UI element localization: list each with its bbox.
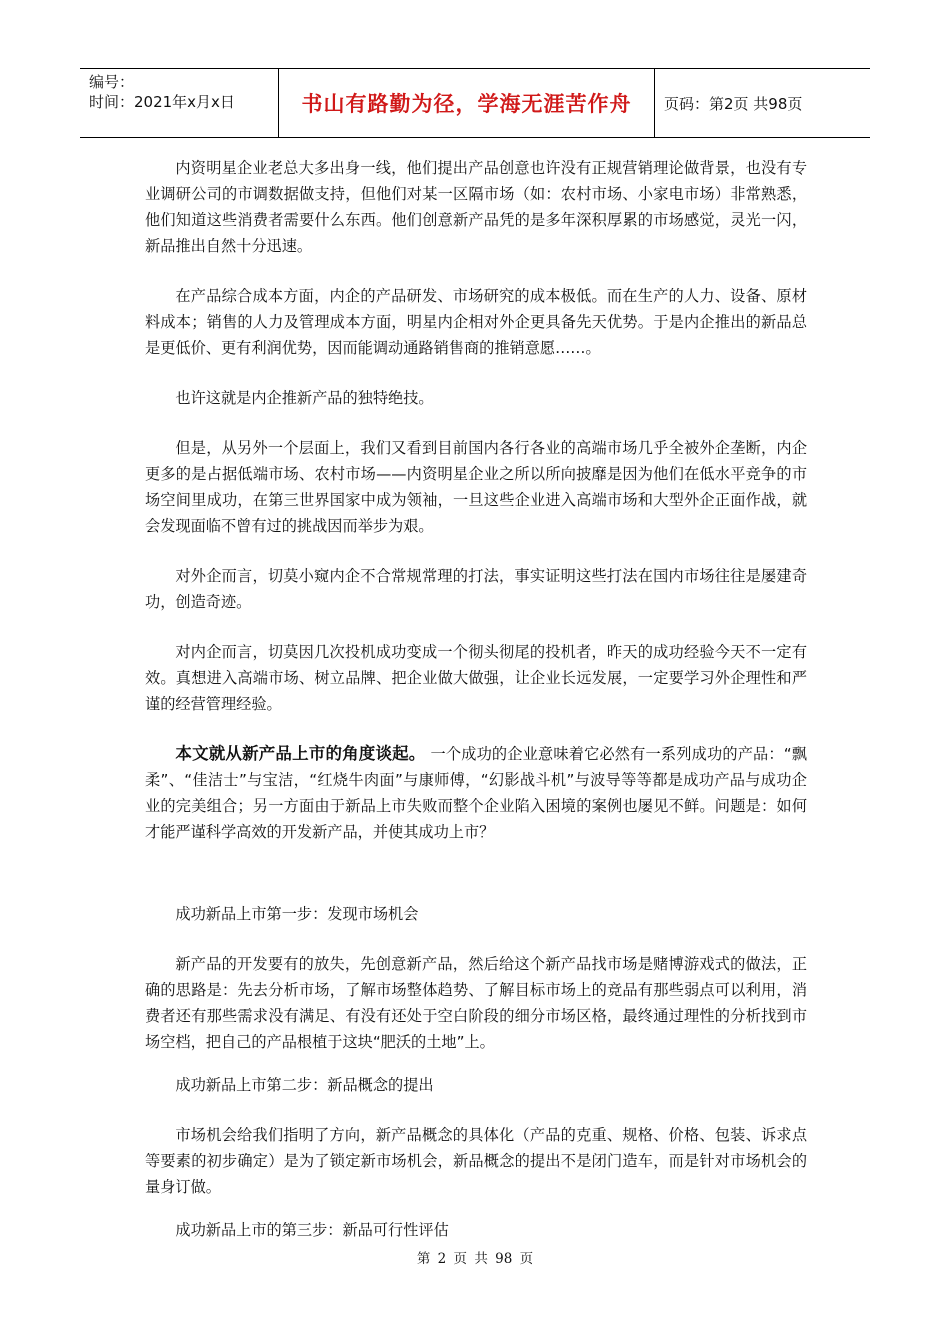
section-body: 新产品的开发要有的放失，先创意新产品，然后给这个新产品找市场是赌博游戏式的做法，正确的思路是：先去分析市场，了解市场整体趋势、了解目标市场上的竞品有那些弱点可以利用，消费者还有那些需求没有满足、有没有还处于空白阶段的细分市场区格，最终通过理性的分析找到市场空档，把自己的产品根植于这块“肥沃的土地”上。: [145, 955, 807, 1051]
document-body: [145, 155, 807, 1267]
page-label: 页码：第2页 共98页: [664, 94, 803, 113]
page-header: [80, 68, 870, 138]
section-heading: 成功新品上市第一步：发现市场机会: [175, 905, 419, 923]
paragraph: 但是，从另外一个层面上，我们又看到目前国内各行各业的高端市场几乎全被外企垄断，内企更多的是占据低端市场、农村市场——内资明星企业之所以所向披靡是因为他们在低水平竞争的市场空间里成功，在第三世界国家中成为领袖，一旦这些企业进入高端市场和大型外企正面作战，就会发现面临不曾有过的挑战因而举步为艰。: [145, 439, 807, 535]
page-footer: 第 2 页 共 98 页: [416, 1251, 534, 1267]
paragraph: 对外企而言，切莫小窥内企不合常规常理的打法，事实证明这些打法在国内市场往往是屡建奇功，创造奇迹。: [145, 567, 807, 611]
section-heading: 成功新品上市第二步：新品概念的提出: [175, 1076, 434, 1094]
paragraph: 也许这就是内企推新产品的独特绝技。: [175, 389, 434, 407]
paragraph: 对内企而言，切莫因几次投机成功变成一个彻头彻尾的投机者，昨天的成功经验今天不一定有效。真想进入高端市场、树立品牌、把企业做大做强，让企业长远发展，一定要学习外企理性和严谨的经营管理经验。: [145, 643, 807, 713]
header-page-cell: [655, 69, 870, 137]
section-body: 市场机会给我们指明了方向，新产品概念的具体化（产品的克重、规格、价格、包装、诉求点等要素的初步确定）是为了锁定新市场机会，新品概念的提出不是闭门造车，而是针对市场机会的量身订做。: [145, 1126, 807, 1196]
header-motto-cell: [279, 69, 655, 137]
intro-paragraph: [145, 741, 807, 845]
intro-rest: 一个成功的企业意味着它必然有一系列成功的产品：“飘柔”、“佳洁士”与宝洁，“红烧牛肉面”与康师傅，“幻影战斗机”与波导等等都是成功产品与成功企业的完美组合；另一方面由于新品上市失败而整个企业陷入困境的案例也屡见不鲜。问题是：如何才能严谨科学高效的开发新产品，并使其成功上市？: [145, 745, 807, 841]
motto: 书山有路勤为径，学海无涯苦作舟: [301, 92, 632, 116]
header-meta: [80, 69, 279, 137]
paragraph: 内资明星企业老总大多出身一线，他们提出产品创意也许没有正规营销理论做背景，也没有专业调研公司的市调数据做支持，但他们对某一区隔市场（如：农村市场、小家电市场）非常熟悉，他们知道这些消费者需要什么东西。他们创意新产品凭的是多年深积厚累的市场感觉，灵光一闪，新品推出自然十分迅速。: [145, 159, 807, 255]
intro-lead: 本文就从新产品上市的角度谈起。: [175, 744, 426, 763]
serial-label: 编号：: [89, 73, 135, 91]
section-heading: 成功新品上市的第三步：新品可行性评估: [175, 1221, 449, 1239]
spacer: [145, 869, 807, 901]
paragraph: 在产品综合成本方面，内企的产品研发、市场研究的成本极低。而在生产的人力、设备、原材料成本；销售的人力及管理成本方面，明星内企相对外企更具备先天优势。于是内企推出的新品总是更低价、更有利润优势，因而能调动通路销售商的推销意愿……。: [145, 287, 807, 357]
time-label: 时间：2021年x月x日: [89, 93, 235, 111]
